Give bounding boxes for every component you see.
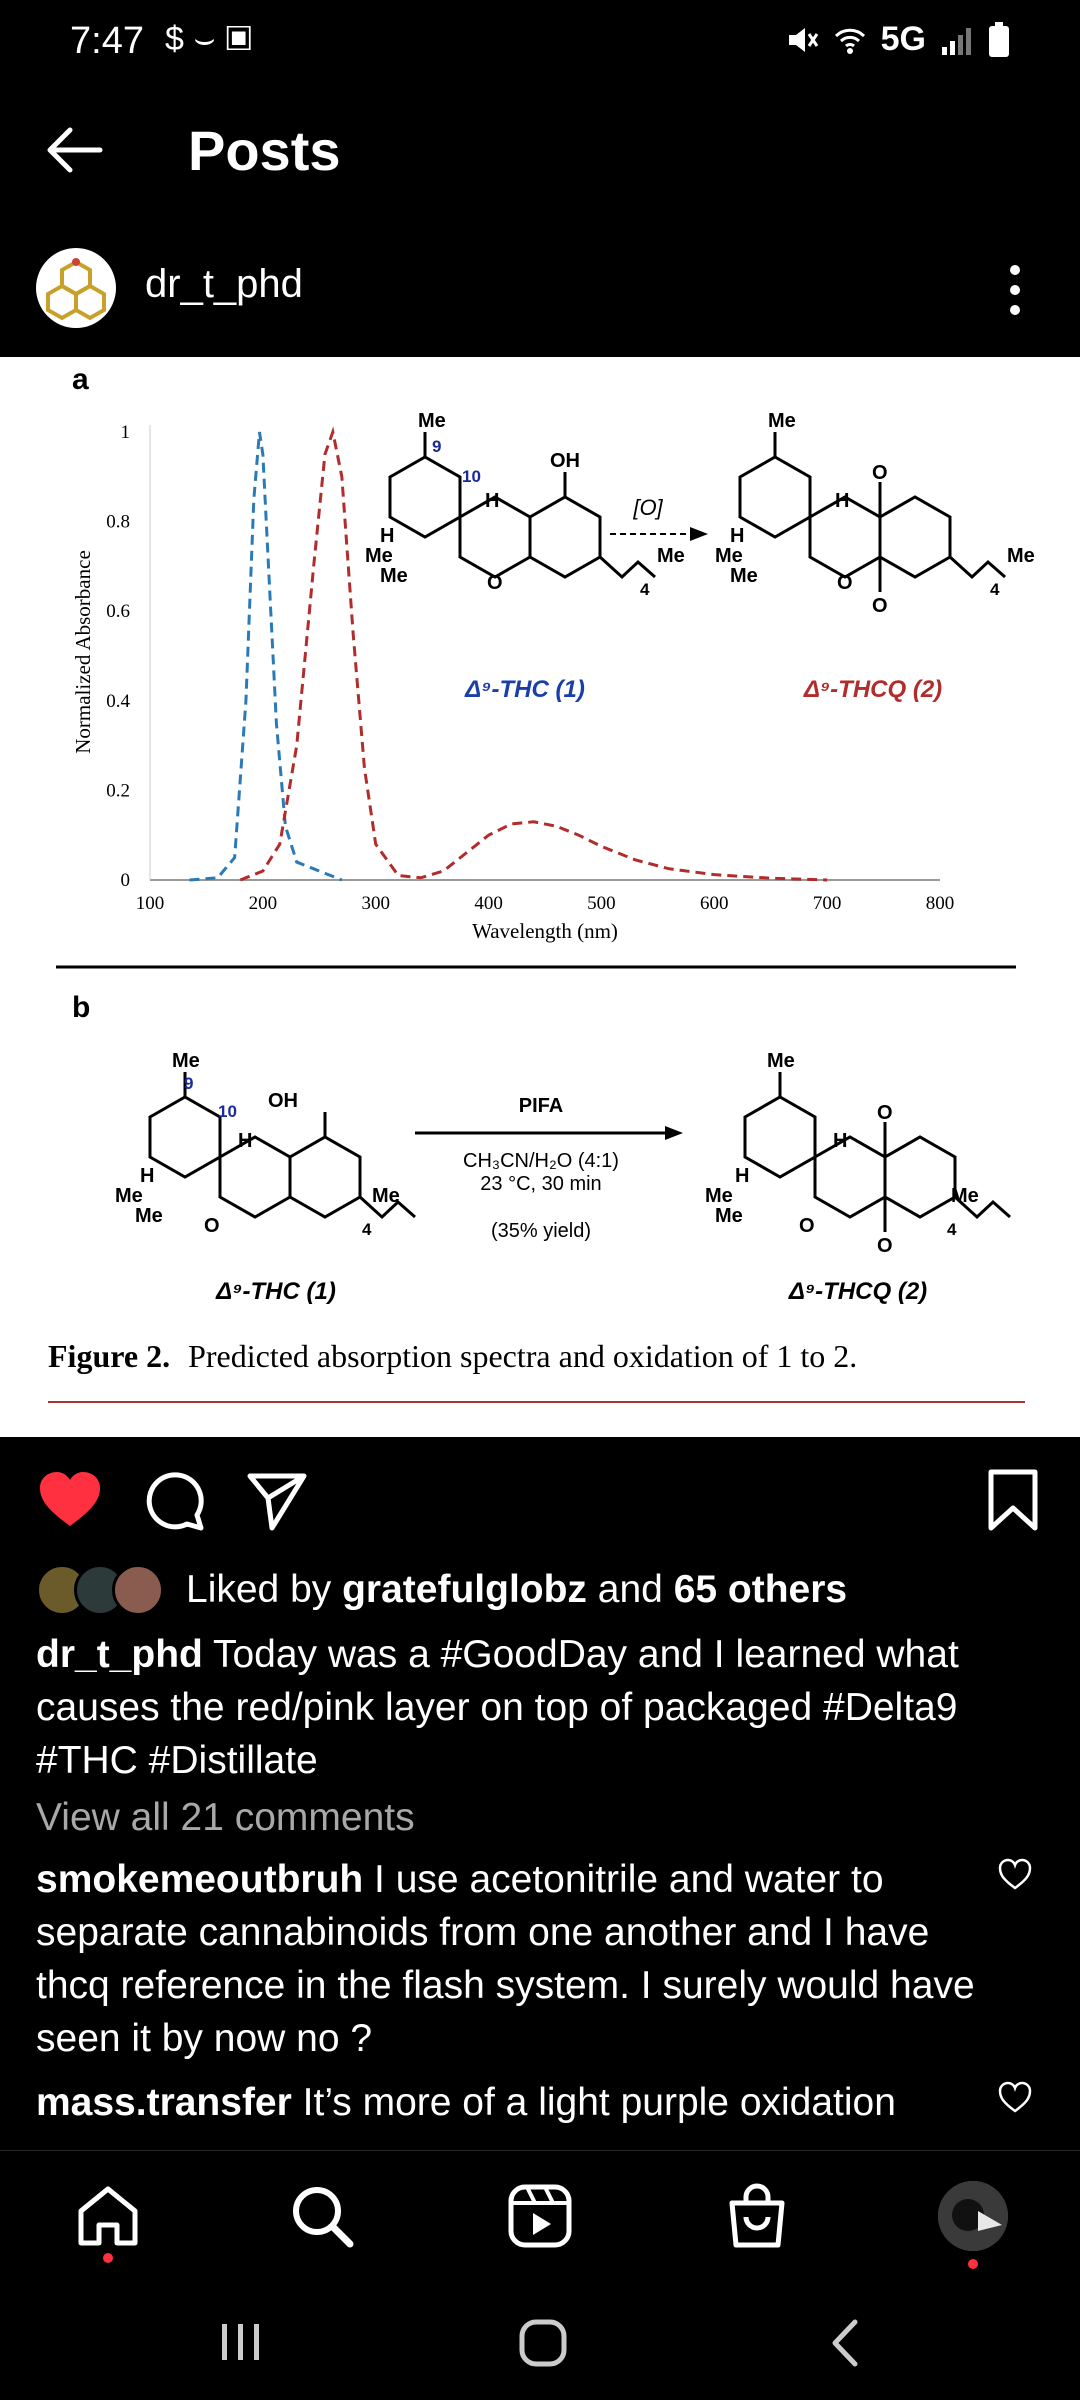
svg-text:4: 4 [640,580,650,599]
x-tick-label: 100 [135,893,165,914]
y-axis-label: Normalized Absorbance [71,550,95,754]
system-navigation-bar [0,2280,1080,2400]
thcq-structure-b [705,1050,1010,1257]
svg-text:H: H [730,525,745,547]
svg-text:Me: Me [115,1185,143,1207]
comment-text: I use acetonitrile and water to separate cannabinoids from one another and I have thcq reference in the flash system. I surely would have seen it by now no ? [36,1858,975,2060]
svg-text:4: 4 [990,580,1000,599]
svg-text:H: H [238,1130,253,1152]
thcq-label-a: Δ⁹-THCQ (2) [803,676,943,703]
svg-text:OH: OH [268,1090,298,1112]
svg-text:Me: Me [657,545,685,567]
wifi-icon [833,23,867,57]
svg-text:O: O [877,1102,893,1124]
x-tick-label: 200 [248,893,278,914]
svg-text:Me: Me [951,1185,979,1207]
post-author-avatar[interactable] [36,248,116,328]
x-tick-label: 600 [700,893,729,914]
figure-caption-label: Figure 2. [48,1338,171,1374]
svg-text:O: O [837,572,853,594]
svg-text:Me: Me [715,545,743,567]
svg-text:10: 10 [462,467,481,486]
recent-apps-icon[interactable] [218,2320,264,2364]
bottom-navigation [0,2150,1080,2281]
more-options-icon[interactable] [1000,260,1030,320]
reagent-label: PIFA [518,1095,564,1117]
thc-structure-b [115,1050,415,1239]
status-time: 7:47 [70,20,144,62]
share-send-icon[interactable] [246,1470,308,1532]
svg-text:Me: Me [365,545,393,567]
x-tick-label: 300 [361,893,390,914]
signal-icon [940,23,974,57]
svg-text:Me: Me [135,1205,163,1227]
svg-text:4: 4 [362,1220,372,1239]
home-icon[interactable] [73,2181,143,2251]
svg-text:O: O [872,462,888,484]
svg-text:Me: Me [172,1050,200,1072]
comment-username[interactable]: mass.transfer [36,2081,292,2124]
y-tick-label: 0.4 [106,690,130,712]
home-notification-dot [103,2253,113,2263]
svg-text:10: 10 [218,1102,237,1121]
y-tick-label: 0.6 [106,601,130,623]
svg-text:Me: Me [380,565,408,587]
svg-text:H: H [735,1165,750,1187]
reels-icon[interactable] [505,2181,575,2251]
x-axis-label: Wavelength (nm) [472,919,618,943]
thc-label-a: Δ⁹-THC (1) [465,676,585,703]
svg-text:OH: OH [550,450,580,472]
comment-like-icon[interactable] [998,2081,1032,2115]
y-tick-label: 1 [120,422,130,443]
comment-username[interactable]: smokemeoutbruh [36,1858,364,1901]
svg-text:Me: Me [730,565,758,587]
y-tick-label: 0.2 [106,780,130,802]
y-tick-label: 0.8 [106,511,130,533]
comment-item [36,2076,976,2146]
liker-username[interactable]: gratefulglobz [342,1568,587,1611]
back-arrow-icon[interactable] [42,118,106,182]
svg-text:H: H [485,490,500,512]
svg-text:Me: Me [768,410,796,432]
svg-text:9: 9 [432,437,442,456]
svg-text:O: O [872,595,888,617]
svg-text:Me: Me [372,1185,400,1207]
figure-caption-text: Predicted absorption spectra and oxidation of 1 to 2. [188,1338,858,1374]
back-button-icon[interactable] [825,2318,865,2368]
svg-text:Me: Me [767,1050,795,1072]
svg-text:Me: Me [418,410,446,432]
battery-icon [988,22,1010,58]
x-tick-label: 400 [474,893,503,914]
save-bookmark-icon[interactable] [985,1468,1041,1532]
home-button-icon[interactable] [518,2318,568,2368]
status-bar [0,0,1080,90]
profile-avatar[interactable] [938,2181,1008,2251]
search-icon[interactable] [287,2181,357,2251]
svg-text:O: O [877,1235,893,1257]
post-image[interactable] [0,357,1080,1437]
svg-text:Me: Me [1007,545,1035,567]
svg-text:O: O [487,572,503,594]
notification-icons: $ ⌣ ▣ [165,20,253,58]
caption-text: Today was a #GoodDay and I learned what causes the red/pink layer on top of packaged #Delta9 #THC #Distillate [36,1633,959,1782]
figure-caption [48,1338,857,1374]
svg-text:O: O [799,1215,815,1237]
svg-text:Me: Me [705,1185,733,1207]
oxidation-label: [O] [633,495,663,520]
post-caption [36,1628,1036,1787]
view-all-comments-link[interactable]: View all 21 comments [36,1796,415,1839]
yield-label: (35% yield) [490,1220,592,1242]
svg-text:H: H [833,1130,848,1152]
likes-others[interactable]: 65 others [673,1568,848,1611]
network-type: 5G [880,20,926,58]
svg-text:9: 9 [184,1074,194,1093]
x-tick-label: 800 [925,893,955,914]
panel-b-label: b [72,991,91,1024]
thcq-label-b: Δ⁹-THCQ (2) [788,1278,928,1305]
svg-text:H: H [140,1165,155,1187]
caption-username[interactable]: dr_t_phd [36,1633,203,1676]
like-heart-icon[interactable] [38,1470,102,1530]
comment-icon[interactable] [143,1470,205,1532]
svg-text:O: O [204,1215,220,1237]
liker-avatar[interactable] [112,1564,164,1616]
page-title: Posts [188,119,341,182]
panel-a-label: a [72,363,89,396]
conditions-temp-time: 23 °C, 30 min [480,1173,602,1195]
comment-like-icon[interactable] [998,1858,1032,1892]
conditions-solvent: CH₃CN/H₂O (4:1) [463,1150,619,1172]
comment-text: It’s more of a light purple oxidation [291,2081,896,2124]
y-tick-label: 0 [120,870,130,891]
svg-text:4: 4 [947,1220,957,1239]
x-tick-label: 500 [587,893,616,914]
profile-picture-icon [938,2181,1008,2251]
profile-notification-dot [968,2259,978,2269]
comment-item [36,1853,976,2065]
reaction-scheme-b [115,1050,1010,1305]
thc-label-b: Δ⁹-THC (1) [216,1278,336,1305]
shop-icon[interactable] [722,2181,792,2251]
system-icons [785,20,1010,59]
likes-text[interactable]: Liked by gratefulglobz and 65 others [186,1568,848,1611]
svg-text:H: H [380,525,395,547]
thcq-structure-a [715,410,1035,617]
reaction-scheme-a [365,410,1035,703]
likes-summary[interactable] [36,1560,847,1620]
hexagon-logo-icon [36,248,116,328]
post-author-username[interactable]: dr_t_phd [145,262,303,306]
svg-text:Me: Me [715,1205,743,1227]
x-tick-label: 700 [812,893,842,914]
mute-icon [785,23,819,57]
svg-text:H: H [835,490,850,512]
